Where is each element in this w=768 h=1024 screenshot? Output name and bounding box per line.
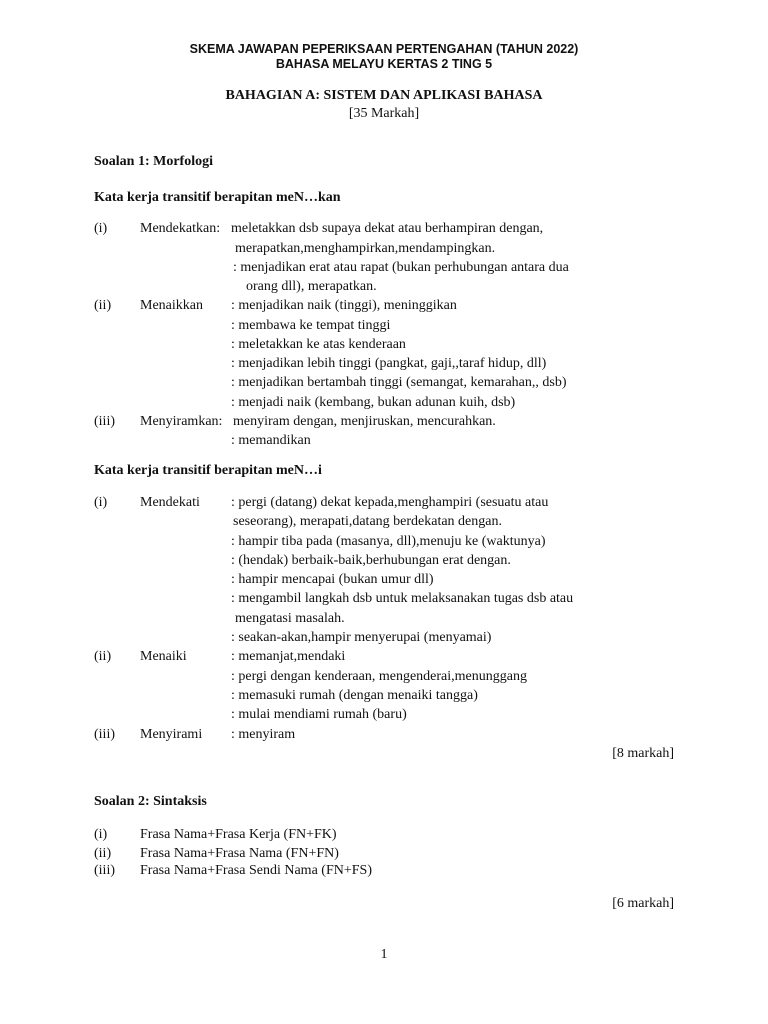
definition-line: meletakkan dsb supaya dekat atau berhampiran dengan, [231, 221, 544, 236]
definition-line: : hampir tiba pada (masanya, dll),menuju ke (waktunya) [231, 534, 546, 549]
item-number: (iii) [94, 863, 115, 878]
q1-subheading-men-i: Kata kerja transitif berapitan meN…i [94, 463, 322, 478]
definition-line: : pergi dengan kenderaan, mengenderai,menunggang [231, 669, 527, 684]
definition-line: : mengambil langkah dsb untuk melaksanakan tugas dsb atau [231, 591, 574, 606]
headword: Mendekatkan: [140, 221, 221, 236]
item-number: (i) [94, 495, 108, 510]
definition-line: : seakan-akan,hampir menyerupai (menyamai) [231, 630, 492, 645]
section-title: BAHAGIAN A: SISTEM DAN APLIKASI BAHASA [225, 88, 543, 103]
item-number: (iii) [94, 414, 115, 429]
definition-line: menyiram dengan, menjiruskan, mencurahkan. [233, 414, 496, 429]
question-2-title: Soalan 2: Sintaksis [94, 794, 207, 809]
definition-line: : pergi (datang) dekat kepada,menghampiri (sesuatu atau [231, 495, 549, 510]
definition-line: : menjadikan naik (tinggi), meninggikan [231, 298, 457, 313]
headword: Mendekati [140, 495, 200, 510]
item-number: (ii) [94, 846, 112, 861]
definition-line: : menjadikan bertambah tinggi (semangat, kemarahan,, dsb) [231, 375, 567, 390]
header-title: SKEMA JAWAPAN PEPERIKSAAN PERTENGAHAN (TAHUN 2022) [189, 42, 579, 56]
q1-subheading-men-kan: Kata kerja transitif berapitan meN…kan [94, 190, 341, 205]
definition-line: : menjadi naik (kembang, bukan adunan kuih, dsb) [231, 395, 516, 410]
headword: Menaiki [140, 649, 187, 664]
definition-line: : memandikan [231, 433, 311, 448]
definition-line: : menjadikan lebih tinggi (pangkat, gaji,,taraf hidup, dll) [231, 356, 547, 371]
item-number: (i) [94, 221, 108, 236]
question-1-marks: [8 markah] [612, 746, 674, 761]
definition-line: : hampir mencapai (bukan umur dll) [231, 572, 434, 587]
definition-line: mengatasi masalah. [235, 611, 345, 626]
definition-line: : membawa ke tempat tinggi [231, 318, 391, 333]
definition-line: seseorang), merapati,datang berdekatan dengan. [233, 514, 502, 529]
definition-line: : memasuki rumah (dengan menaiki tangga) [231, 688, 478, 703]
item-number: (iii) [94, 727, 115, 742]
headword: Menaikkan [140, 298, 203, 313]
item-number: (ii) [94, 298, 112, 313]
headword: Menyirami [140, 727, 203, 742]
page-number: 1 [380, 947, 388, 962]
definition-line: : meletakkan ke atas kenderaan [231, 337, 406, 352]
definition-line: merapatkan,menghampirkan,mendampingkan. [235, 241, 496, 256]
definition-line: : menjadikan erat atau rapat (bukan perhubungan antara dua [233, 260, 569, 275]
definition-line: : memanjat,mendaki [231, 649, 346, 664]
definition-line: : (hendak) berbaik-baik,berhubungan erat dengan. [231, 553, 511, 568]
question-2-marks: [6 markah] [612, 896, 674, 911]
answer-line: Frasa Nama+Frasa Kerja (FN+FK) [140, 827, 337, 842]
answer-line: Frasa Nama+Frasa Nama (FN+FN) [140, 846, 339, 861]
definition-line: : mulai mendiami rumah (baru) [231, 707, 407, 722]
question-1-title: Soalan 1: Morfologi [94, 154, 213, 169]
definition-line: orang dll), merapatkan. [246, 279, 377, 294]
answer-line: Frasa Nama+Frasa Sendi Nama (FN+FS) [140, 863, 372, 878]
header-subtitle: BAHASA MELAYU KERTAS 2 TING 5 [275, 57, 493, 71]
headword: Menyiramkan: [140, 414, 223, 429]
section-marks: [35 Markah] [348, 106, 420, 121]
definition-line: : menyiram [231, 727, 296, 742]
item-number: (ii) [94, 649, 112, 664]
item-number: (i) [94, 827, 108, 842]
